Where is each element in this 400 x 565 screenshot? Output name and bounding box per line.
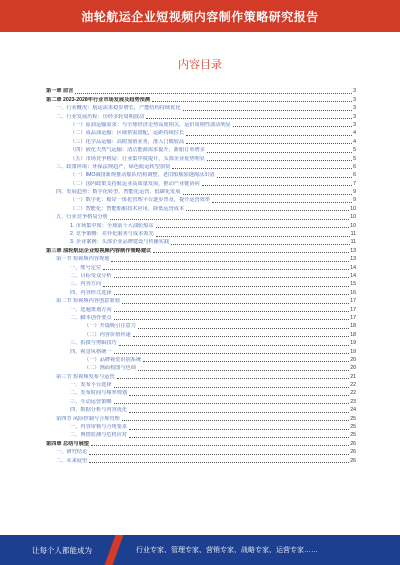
toc-entry-title: （二）智能化：智能船舶技术应用，降低运营成本 [70,205,185,212]
toc-entry-page: 21 [350,373,356,380]
toc-leader-dots [103,269,349,270]
toc-entry[interactable] [46,87,356,95]
toc-entry-title: 二、行业发展历程：历经多轮周期波动 [56,113,145,120]
toc-leader-dots [114,319,350,320]
toc-entry-page: 4 [353,130,356,137]
toc-leader-dots [129,437,349,438]
toc-entry-page: 4 [353,138,356,145]
toc-entry[interactable] [46,330,356,338]
toc-entry-title: 三、政策环境：环保法规趋严，绿色航运转型加快 [56,163,171,170]
toc-entry[interactable] [46,288,356,296]
toc-entry-title: 第一节 短视频内容规划 [56,256,110,263]
toc-entry-page: 20 [350,356,356,363]
toc-entry[interactable] [46,305,356,313]
toc-leader-dots [171,244,349,245]
toc-leader-dots [129,412,349,413]
toc-entry-title: （二）内容价值传递 [84,331,131,338]
toc-entry[interactable] [46,230,356,238]
toc-entry-title: 第二节 短视频内容创意策划 [56,298,120,305]
toc-entry-page: 9 [353,197,356,204]
toc-entry-title: （三）化学品运输：高附加值业务，准入门槛较高 [70,138,185,145]
toc-entry[interactable] [46,263,356,271]
toc-entry-title: 一、研究结论 [56,449,88,456]
toc-entry-title: 二、目标受众分析 [70,272,112,279]
toc-entry-page: 22 [350,390,356,397]
toc-entry[interactable] [46,372,356,380]
toc-leader-dots [122,303,350,304]
toc-entry-title: 三、互动运营策略 [70,398,112,405]
toc-entry-page: 26 [350,440,356,447]
toc-entry-page: 5 [353,147,356,154]
toc-leader-dots [103,286,349,287]
toc-leader-dots [183,110,353,111]
toc-heading: 内容目录 [178,59,222,71]
toc-entry[interactable] [46,95,356,103]
toc-entry[interactable] [46,121,356,129]
toc-entry-page: 3 [353,105,356,112]
toc-entry[interactable] [46,448,356,456]
footer-bar [0,535,400,565]
toc-entry[interactable] [46,356,356,364]
toc-entry-title: （四）液化天然气运输：清洁能源需求提升，新船订单增多 [70,147,205,154]
toc-entry-page: 14 [350,264,356,271]
toc-entry-page: 19 [350,340,356,347]
toc-leader-dots [156,236,350,237]
toc-leader-dots [153,252,349,253]
toc-leader-dots [114,403,350,404]
toc-entry[interactable] [46,397,356,405]
toc-entry-title: （二）成品油运输：区域供需错配，运距持续拉长 [70,130,185,137]
toc-entry-title: 四、视觉风格统一 [70,348,112,355]
toc-entry[interactable] [46,163,356,171]
toc-leader-dots [91,445,349,446]
toc-leader-dots [156,227,350,228]
toc-entry[interactable] [46,339,356,347]
header-bar [0,0,400,32]
toc-entry[interactable] [46,322,356,330]
toc-leader-dots [89,462,349,463]
toc-entry[interactable] [46,137,356,145]
toc-entry-title: （二）国内政策支持航运业高质量发展，推动产业链协同 [70,180,200,187]
toc-entry[interactable] [46,112,356,120]
toc-leader-dots [183,194,353,195]
toc-entry-page: 19 [350,348,356,355]
toc-entry-title: 二、舆情监测与危机应对 [70,432,128,439]
toc-leader-dots [186,210,349,211]
toc-entry-title: 二、脚本创作要点 [70,314,112,321]
toc-entry-title: 三、拍摄与剪辑技巧 [70,340,117,347]
toc-entry[interactable] [46,314,356,322]
toc-entry-title: 一、内容审核与合规要求 [70,424,128,431]
toc-entry-page: 18 [350,331,356,338]
toc-entry-page: 13 [350,247,356,254]
toc-leader-dots [172,168,352,169]
toc-leader-dots [202,185,352,186]
toc-leader-dots [212,202,352,203]
toc-entry-page: 16 [350,289,356,296]
toc-leader-dots [117,378,350,379]
toc-entry-title: 第三节 短视频发布与运营 [56,373,115,380]
toc-entry[interactable] [46,146,356,154]
toc-entry[interactable] [46,154,356,162]
toc-entry-title: 2. 竞争策略：差异化服务与成本领先 [70,231,154,238]
table-of-contents [46,87,356,465]
toc-entry[interactable] [46,406,356,414]
toc-entry[interactable] [46,439,356,447]
toc-leader-dots [233,126,352,127]
toc-entry-title: 第四节 风险控制与合规管理 [56,415,120,422]
toc-entry-page: 20 [350,365,356,372]
toc-leader-dots [114,353,350,354]
toc-entry-title: 一、发布平台选择 [70,382,112,389]
toc-entry-page: 26 [350,457,356,464]
toc-entry-title: （一）IMO减排新规推动船队结构调整，老旧船舶加速淘汰出清 [70,172,215,179]
toc-entry[interactable] [46,196,356,204]
toc-entry-title: 二、发布时间与频率规划 [70,390,128,397]
toc-leader-dots [138,328,349,329]
toc-leader-dots [207,152,352,153]
toc-leader-dots [114,311,350,312]
toc-entry-page: 17 [350,298,356,305]
toc-entry-page: 11 [350,239,356,246]
toc-leader-dots [114,387,350,388]
toc-leader-dots [114,294,350,295]
toc-entry-page: 25 [350,424,356,431]
toc-entry-page: 9 [353,189,356,196]
toc-entry-page: 18 [350,323,356,330]
toc-entry-page: 24 [350,407,356,414]
toc-entry[interactable] [46,104,356,112]
toc-leader-dots [186,135,352,136]
toc-leader-dots [152,101,352,102]
toc-leader-dots [122,420,350,421]
toc-entry[interactable] [46,381,356,389]
toc-leader-dots [89,454,349,455]
toc-entry-page: 3 [353,88,356,95]
toc-leader-dots [217,177,352,178]
toc-entry-title: 四、数据分析与内容优化 [70,407,128,414]
toc-entry[interactable] [46,423,356,431]
toc-entry[interactable] [46,246,356,254]
toc-entry-page: 15 [350,281,356,288]
toc-leader-dots [138,370,349,371]
toc-leader-dots [146,118,352,119]
toc-entry[interactable] [46,221,356,229]
toc-entry[interactable] [46,364,356,372]
toc-entry-page: 5 [353,155,356,162]
toc-leader-dots [75,93,352,94]
toc-entry[interactable] [46,297,356,305]
toc-leader-dots [114,277,350,278]
toc-entry[interactable] [46,272,356,280]
toc-entry[interactable] [46,431,356,439]
toc-entry-page: 23 [350,398,356,405]
toc-entry-title: 1. 市场集中度：全球前十大油轮船东 [70,222,154,229]
toc-entry-title: 第三章 油轮航运企业短视频内容制作策略建议 [46,247,152,254]
toc-entry[interactable] [46,389,356,397]
toc-entry-title: 3. 企业案例：头部企业品牌建设与传播实践 [70,239,170,246]
toc-entry-title: 五、行业竞争格局分析 [56,214,108,221]
toc-entry[interactable] [46,179,356,187]
toc-leader-dots [110,219,349,220]
toc-entry-title: 二、未来展望 [56,457,88,464]
toc-entry-title: 一、行业概况：航运需求稳步增长，产能结构持续优化 [56,105,181,112]
toc-leader-dots [129,429,349,430]
toc-leader-dots [143,361,349,362]
toc-entry-title: （一）开篇吸引注意力 [84,323,136,330]
footer-tagline: 行业专家、管理专家、营销专家、战略专家、运营专家…… [136,547,318,554]
toc-entry-title: （一）原油运输需求：与全球经济走势高度相关，运价周期性波动明显 [70,121,231,128]
toc-entry-page: 10 [350,214,356,221]
toc-entry-page: 3 [353,121,356,128]
toc-leader-dots [133,336,350,337]
toc-entry[interactable] [46,238,356,246]
toc-entry-title: （一）品牌视觉识别系统 [84,356,142,363]
toc-entry[interactable] [46,171,356,179]
toc-entry-page: 3 [353,96,356,103]
toc-entry[interactable] [46,188,356,196]
toc-entry[interactable] [46,456,356,464]
report-title: 油轮航运企业短视频内容制作策略研究报告 [81,10,319,24]
toc-entry-title: （一）数字化：船岸一体化管理平台逐步普及，提升运营效率 [70,197,211,204]
toc-entry-title: 一、账号定位 [70,264,102,271]
toc-leader-dots [111,261,349,262]
toc-entry-page: 17 [350,314,356,321]
toc-entry[interactable] [46,129,356,137]
toc-entry-page: 25 [350,432,356,439]
toc-entry-page: 13 [350,256,356,263]
toc-entry[interactable] [46,204,356,212]
toc-entry[interactable] [46,255,356,263]
toc-entry-title: 第一章 前言 [46,88,74,95]
toc-entry-page: 6 [353,172,356,179]
toc-entry-page: 11 [350,231,356,238]
toc-entry-page: 10 [350,205,356,212]
toc-entry-title: 三、内容方向 [70,281,102,288]
toc-entry-page: 14 [350,272,356,279]
toc-entry-page: 26 [350,449,356,456]
toc-leader-dots [129,395,349,396]
toc-entry-title: 第二章 2023-2028年行业市场发展及趋势预测 [46,96,151,103]
toc-entry-page: 7 [353,180,356,187]
toc-entry-page: 6 [353,163,356,170]
toc-leader-dots [119,345,350,346]
toc-entry[interactable] [46,213,356,221]
footer-slogan: 让每个人都能成为 [32,546,92,555]
toc-entry-title: 一、选题策划方向 [70,306,112,313]
toc-leader-dots [207,160,352,161]
toc-entry[interactable] [46,414,356,422]
toc-entry[interactable] [46,347,356,355]
toc-entry[interactable] [46,280,356,288]
toc-entry-title: 第四章 总结与展望 [46,440,89,447]
toc-entry-title: （二）画面构图与色调 [84,365,136,372]
toc-entry-title: 四、发展趋势：数字化转型、智能化运营、低碳化发展 [56,189,181,196]
toc-entry-page: 17 [350,306,356,313]
toc-entry-page: 3 [353,113,356,120]
toc-entry-page: 25 [350,415,356,422]
toc-leader-dots [186,143,352,144]
toc-entry-page: 10 [350,222,356,229]
footer-divider [105,535,124,565]
toc-entry-title: 四、内容形式选择 [70,289,112,296]
toc-entry-title: （五）市场竞争格局：行业集中度提升，头部企业优势明显 [70,155,205,162]
toc-entry-page: 22 [350,382,356,389]
